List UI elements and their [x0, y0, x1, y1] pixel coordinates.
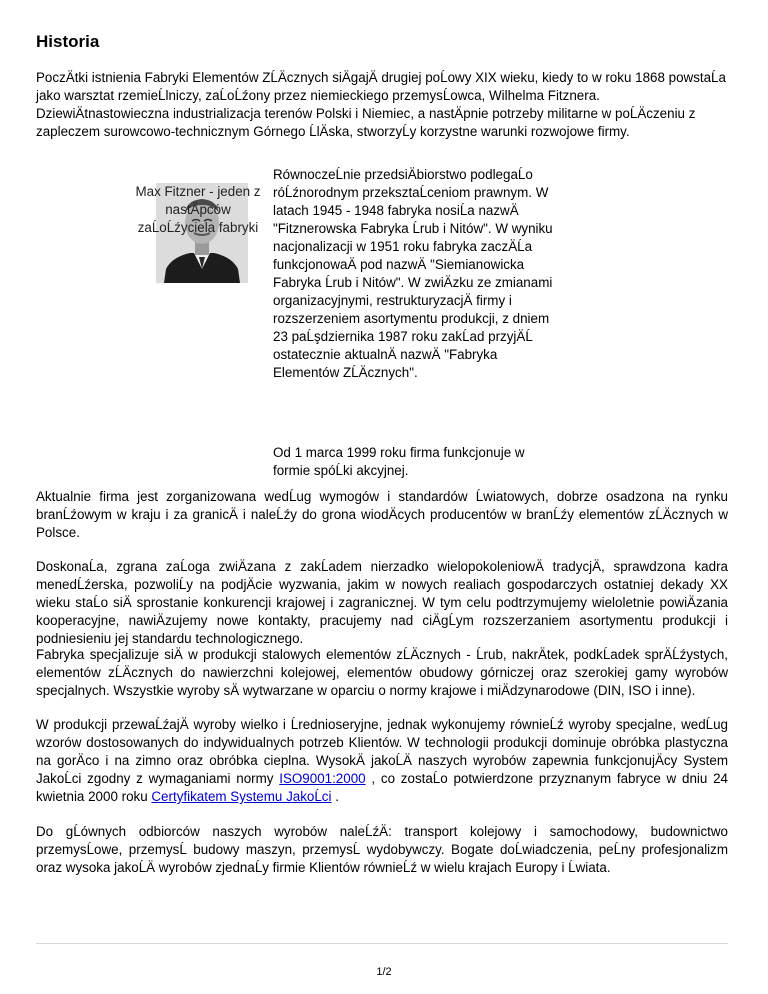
- page-number: 1/2: [376, 966, 392, 978]
- production-paragraph: [36, 716, 728, 806]
- iso-link[interactable]: ISO9001:2000: [279, 771, 366, 786]
- joint-stock-paragraph: Od 1 marca 1999 roku firma funkcjonuje w formie spóĹki akcyjnej.: [273, 445, 525, 478]
- history-paragraph: RównoczeĹnie przedsiÄbiorstwo podlegaĹo róĹźnorodnym przeksztaĹceniom prawnym. W latach 1945 - 1948 fabryka nosiĹa nazwÄ "Fitznerowska Fabryka Ĺrub i Nitów". W wyniku nacjonalizacji w 1951 roku fabryka zaczÄĹa funkcjonowaÄ pod nazwÄ "Siemianowicka Fabryka Ĺrub i Nitów". W zwiÄzku ze zmianami organizacyjnymi, restrukturyzacjÄ firmy i rozszerzeniem asortymentu produkcji, z dniem 23 paĹşdziernika 1987 roku zakĹad przyjÄĹ ostatecznie aktualnÄ nazwÄ "Fabryka Elementów ZĹÄcznych".: [273, 167, 553, 380]
- footer-divider: [36, 943, 728, 944]
- certificate-link[interactable]: Certyfikatem Systemu JakoĹci: [151, 789, 332, 804]
- production-text-end: .: [331, 789, 339, 804]
- workforce-paragraph: DoskonaĹa, zgrana zaĹoga zwiÄzana z zakĹadem nierzadko wielopokoleniowÄ tradycjÄ, sprawdzona kadra menedĹźerska, pozwoliĹy na podjÄcie wyzwania, jakim w nowych realiach gospodarczych ostatniej dekady XX wieku staĹo siÄ sprostanie konkurencji krajowej i zagranicznej. W tym celu podtrzymujemy wieloletnie powiÄzania kooperacyjne, nawiÄzujemy nowe kontakty, pracujemy nad ciÄgĹym rozszerzaniem asortymentu produkcji i podniesieniu jej standardu technologicznego.: [36, 559, 728, 646]
- specialization-paragraph: Fabryka specjalizuje siÄ w produkcji stalowych elementów zĹÄcznych - Ĺrub, nakrÄtek, podkĹadek sprÄĹźystych, elementów zĹÄcznych do nawierzchni kolejowej, elementów obudowy górniczej oraz szerokiej gamy wyrobów specjalnych. Wszystkie wyroby sÄ wytwarzane w oparciu o normy krajowe i miÄdzynarodowe (DIN, ISO i inne).: [36, 647, 728, 698]
- production-text: W produkcji przewaĹźajÄ wyroby wielko i Ĺrednioseryjne, jednak wykonujemy równieĹź wyroby specjalne, wedĹug wzorów dostosowanych do indywidualnych potrzeb Klientów. W technologii produkcji dominuje obróbka plastyczna na gorÄco i na zimno oraz obróbka cieplna. WysokÄ jakoĹÄ naszych wyrobów zapewnia funkcjonujÄcy System JakoĹci zgodny z wymaganiami normy: [36, 717, 728, 786]
- photo-caption: Max Fitzner - jeden z nastÄpców zaĹoĹźyciela fabryki: [135, 184, 261, 235]
- production-text-mid: , co zostaĹo potwierdzone przyznanym fabryce w dniu 24 kwietnia 2000 roku: [36, 771, 728, 804]
- intro-paragraph: PoczÄtki istnienia Fabryki Elementów ZĹÄcznych siÄgajÄ drugiej poĹowy XIX wieku, kiedy to w roku 1868 powstaĹa jako warsztat rzemieĹlniczy, zaĹoĹźony przez niemieckiego przemysĹowca, Wilhelma Fitznera. DziewiÄtnastowieczna industrializacja terenów Polski i Niemiec, a nastÄpnie potrzeby militarne w poĹÄczeniu z zapleczem surowcowo-technicznym Górnego ĹlÄska, stworzyĹy korzystne warunki rozwojowe firmy.: [36, 70, 726, 139]
- photo-figure: [132, 183, 262, 283]
- market-paragraph: Aktualnie firma jest zorganizowana wedĹug wymogów i standardów Ĺwiatowych, dobrze osadzona na rynku branĹźowym w kraju i za granicÄ i naleĹźy do grona wiodÄcych producentów w branĹźy elementów zĹÄcznych w Polsce.: [36, 489, 728, 540]
- customers-paragraph: Do gĹównych odbiorców naszych wyrobów naleĹźÄ: transport kolejowy i samochodowy, budownictwo przemysĹowe, przemysĹ budowy maszyn, przemysĹ wydobywczy. Bogate doĹwiadczenia, peĹny profesjonalizm oraz wysoka jakoĹÄ wyrobów zjednaĹy firmie Klientów równieĹź w wielu krajach Europy i Ĺwiata.: [36, 824, 728, 875]
- page-title: Historia: [36, 32, 100, 51]
